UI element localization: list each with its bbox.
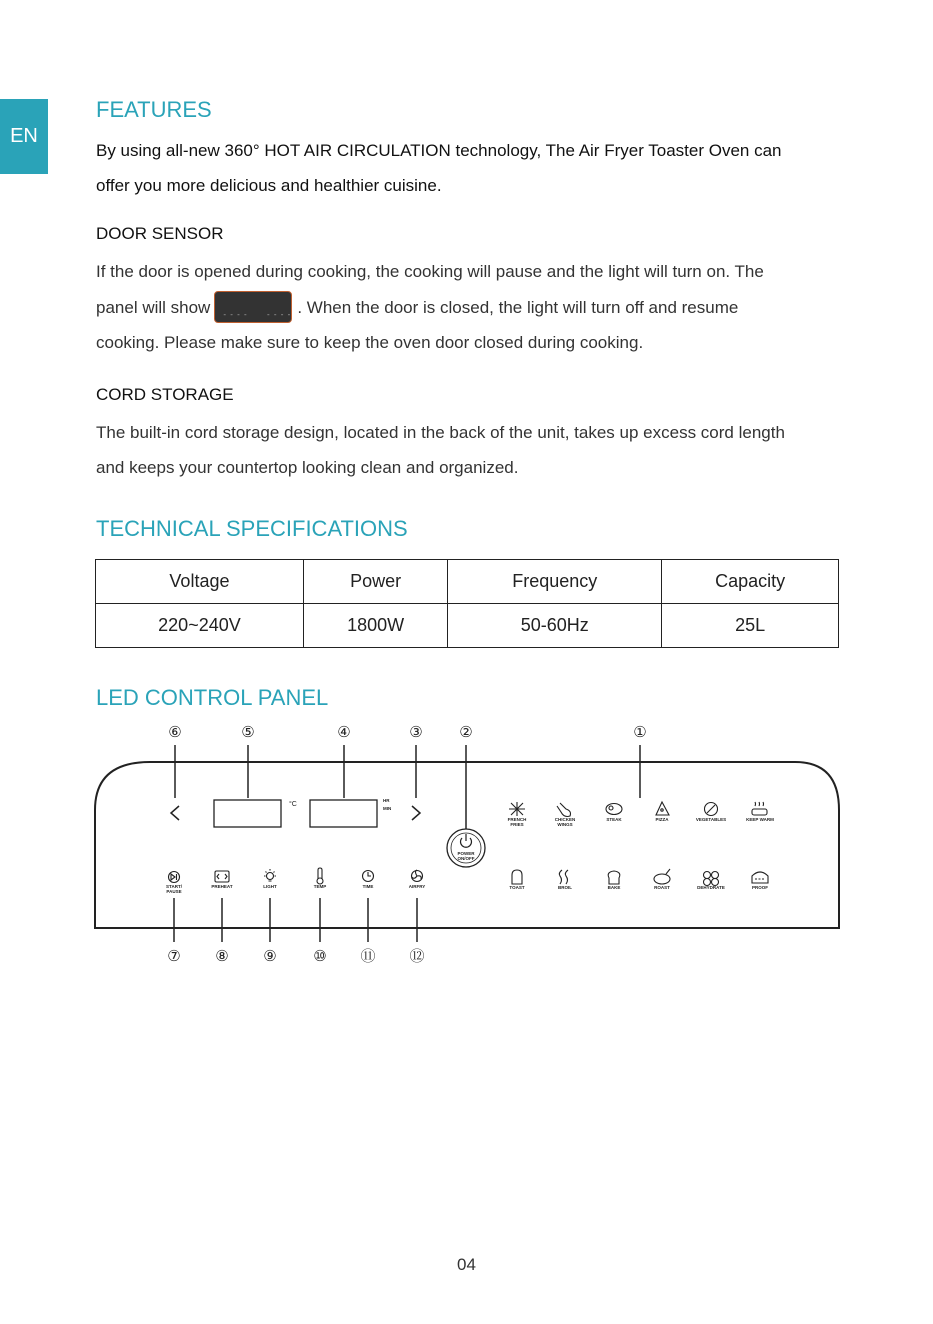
preset-vegetables[interactable]: [696, 803, 726, 823]
spec-header-capacity: Capacity: [662, 560, 839, 604]
cord-storage-line-2: and keeps your countertop looking clean and organized.: [96, 458, 519, 477]
callout-4: ④: [337, 723, 351, 741]
temp-button[interactable]: [314, 868, 327, 889]
start-pause-icon: [169, 872, 180, 883]
increase-arrow-icon[interactable]: [412, 806, 420, 820]
preset-toast[interactable]: [509, 870, 524, 890]
dehydrate-icon: [704, 872, 719, 886]
callouts-top: [168, 723, 646, 741]
preset-label: PIZZA: [655, 817, 669, 822]
callout-2: ②: [459, 723, 473, 741]
preset-broil[interactable]: [558, 870, 572, 890]
page-number: 04: [457, 1255, 476, 1274]
fries-icon: [509, 802, 525, 816]
callout-9: ⑨: [263, 947, 277, 965]
proof-icon: [752, 872, 768, 883]
power-label-2: ON/OFF: [457, 856, 475, 861]
preset-row-top: [508, 802, 774, 827]
time-button[interactable]: [363, 871, 374, 890]
function-label-2: PAUSE: [166, 889, 182, 894]
preset-keep-warm[interactable]: [746, 802, 774, 822]
function-buttons: [166, 868, 425, 894]
preset-label: ROAST: [654, 885, 670, 890]
callout-11: ⑪: [360, 947, 376, 965]
time-display: [310, 800, 377, 827]
preheat-button[interactable]: [211, 871, 232, 889]
preset-label: TOAST: [509, 885, 525, 890]
function-label: LIGHT: [263, 884, 277, 889]
preset-label: VEGETABLES: [695, 817, 727, 822]
function-label: PREHEAT: [211, 884, 233, 889]
preset-label: FRENCH: [507, 817, 527, 822]
preset-bake[interactable]: [608, 871, 621, 890]
callout-5: ⑤: [241, 723, 255, 741]
vegetables-icon: [705, 803, 718, 816]
hour-unit: HR: [383, 798, 390, 803]
thermometer-icon: [317, 868, 323, 884]
callout-1: ①: [633, 723, 647, 741]
function-label: TEMP: [313, 884, 327, 889]
power-label-1: POWER: [457, 851, 475, 856]
preset-label: STEAK: [606, 817, 622, 822]
callout-10: ⑩: [313, 947, 327, 965]
preset-pizza[interactable]: [656, 802, 670, 822]
callout-8: ⑧: [215, 947, 229, 965]
preset-row-bottom: [509, 869, 768, 890]
airfry-button[interactable]: [409, 870, 426, 889]
celsius-unit: °C: [289, 801, 297, 808]
function-label: AIRFRY: [408, 884, 426, 889]
chicken-wings-icon: [557, 803, 571, 817]
preset-french-fries[interactable]: [508, 802, 527, 827]
language-tab: EN: [0, 99, 48, 174]
power-button[interactable]: [447, 829, 485, 867]
steak-icon: [606, 804, 622, 815]
features-heading: FEATURES: [96, 97, 212, 122]
spec-value-frequency: 50-60Hz: [448, 604, 662, 648]
door-sensor-line-2-end: . When the door is closed, the light will turn off and resume: [297, 298, 739, 317]
spec-value-capacity: 25L: [662, 604, 839, 648]
cord-storage-line-1: The built-in cord storage design, located in the back of the unit, takes up excess cord length: [96, 423, 785, 442]
spec-value-power: 1800W: [303, 604, 447, 648]
callout-7: ⑦: [167, 947, 181, 965]
preset-chicken-wings[interactable]: [555, 803, 576, 827]
cord-storage-heading: CORD STORAGE: [96, 385, 234, 404]
led-panel-heading: LED CONTROL PANEL: [96, 685, 329, 710]
light-button[interactable]: [263, 869, 277, 889]
temperature-display: [214, 800, 281, 827]
function-label: START/: [166, 884, 182, 889]
bake-icon: [608, 871, 620, 884]
tech-specs-heading: TECHNICAL SPECIFICATIONS: [96, 516, 408, 541]
preheat-icon: [215, 871, 229, 882]
minute-unit: MIN: [383, 806, 392, 811]
features-intro-line-1: By using all-new 360° HOT AIR CIRCULATION technology, The Air Fryer Toaster Oven can: [96, 141, 782, 160]
preset-proof[interactable]: [752, 872, 768, 890]
preset-roast[interactable]: [654, 869, 670, 890]
preset-label: BAKE: [607, 885, 621, 890]
toast-icon: [512, 870, 522, 884]
door-sensor-line-1: If the door is opened during cooking, the cooking will pause and the light will turn on. The: [96, 262, 764, 281]
door-sensor-line-2-start: panel will show: [96, 298, 211, 317]
light-icon: [264, 869, 276, 881]
broil-icon: [559, 870, 568, 884]
start-pause-button[interactable]: [166, 872, 183, 895]
callout-3: ③: [409, 723, 423, 741]
callouts-bottom: [167, 947, 424, 965]
door-sensor-heading: DOOR SENSOR: [96, 224, 224, 243]
clock-icon: [363, 871, 374, 882]
preset-label: KEEP WARM: [746, 817, 774, 822]
features-intro-line-2: offer you more delicious and healthier cuisine.: [96, 176, 442, 195]
spec-value-voltage: 220~240V: [96, 604, 304, 648]
function-label: TIME: [362, 884, 374, 889]
preset-dehydrate[interactable]: [697, 872, 725, 891]
spec-header-power: Power: [303, 560, 447, 604]
callout-12: ⑫: [409, 947, 425, 965]
door-sensor-line-3: cooking. Please make sure to keep the oven door closed during cooking.: [96, 333, 644, 352]
fan-icon: [412, 870, 423, 882]
callout-6: ⑥: [168, 723, 182, 741]
preset-steak[interactable]: [606, 804, 622, 823]
preset-label: BROIL: [558, 885, 572, 890]
callout-lines-bottom: [174, 898, 417, 942]
preset-label-2: FRIES: [510, 822, 524, 827]
keep-warm-icon: [752, 802, 767, 815]
preset-label-2: WINGS: [557, 822, 573, 827]
spec-header-frequency: Frequency: [448, 560, 662, 604]
preset-label: DEHYDRATE: [697, 885, 725, 890]
roast-icon: [654, 869, 670, 884]
decrease-arrow-icon[interactable]: [171, 806, 179, 820]
spec-header-voltage: Voltage: [96, 560, 304, 604]
pizza-icon: [656, 802, 669, 815]
preset-label: PROOF: [751, 885, 769, 890]
preset-label: CHICKEN: [554, 817, 576, 822]
